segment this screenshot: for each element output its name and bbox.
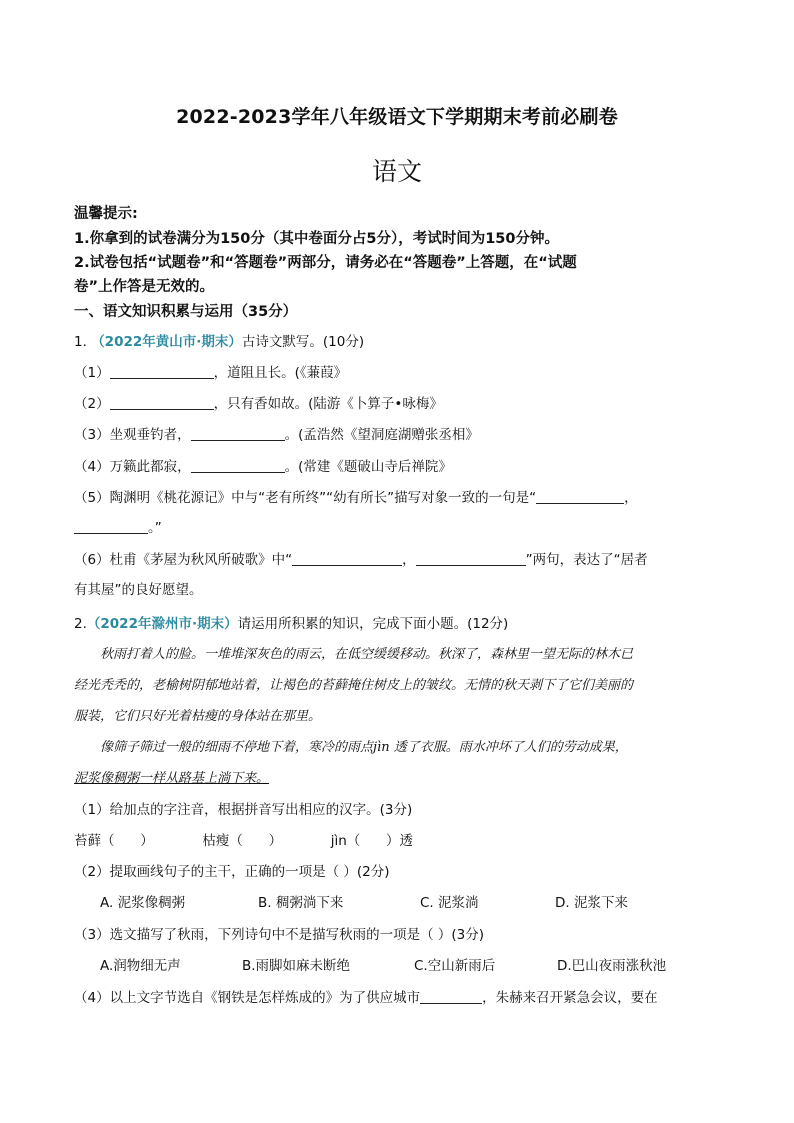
answer-blank[interactable] <box>110 395 214 410</box>
tips-heading: 温馨提示: <box>74 206 138 222</box>
answer-blank[interactable] <box>416 551 526 566</box>
question-source: （2022年黄山市·期末） <box>91 334 242 350</box>
answer-blank[interactable] <box>110 364 214 379</box>
tips-line-1: 1.你拿到的试卷满分为150分（其中卷面分占5分），考试时间为150分钟。 <box>74 231 559 247</box>
option[interactable]: B. 稠粥淌下来 <box>258 895 344 911</box>
answer-paren[interactable]: （ ） <box>101 833 154 849</box>
q1-item-6a: （6）杜甫《茅屋为秋风所破歌》中“ ， ”两句，表达了“居者 <box>74 552 648 568</box>
answer-blank[interactable] <box>74 519 148 534</box>
tips-line-2b: 卷”上作答是无效的。 <box>74 279 215 295</box>
option[interactable]: A.润物细无声 <box>100 958 181 974</box>
passage-line: 秋雨打着人的脸。一堆堆深灰色的雨云，在低空缓缓移动。秋深了，森林里一望无际的林木已 <box>100 647 634 662</box>
passage-line: 经光秃秃的，老榆树阴郁地站着，让褐色的苔藓掩住树皮上的皱纹。无情的秋天剥下了它们美丽的 <box>74 678 634 693</box>
tips-line-2a: 2.试卷包括“试题卷”和“答题卷”两部分，请务必在“答题卷”上答题，在“试题 <box>74 255 577 271</box>
option[interactable]: A. 泥浆像稠粥 <box>100 895 186 911</box>
page-title: 2022-2023学年八年级语文下学期期末考前必刷卷 <box>176 106 618 128</box>
question-prompt: 古诗文默写。(10分) <box>241 334 365 350</box>
option[interactable]: C. 泥浆淌 <box>420 895 479 911</box>
answer-blank[interactable] <box>420 989 482 1004</box>
question-prompt: 请运用所积累的知识，完成下面小题。(12分) <box>237 616 509 632</box>
passage-line: 服装，它们只好光着枯瘦的身体站在那里。 <box>74 709 322 724</box>
underlined-sentence: 泥浆像稠粥一样从路基上淌下来。 <box>74 771 270 786</box>
section-heading: 一、语文知识积累与运用（35分） <box>74 304 298 320</box>
q2-sub-4: （4）以上文字节选自《钢铁是怎样炼成的》为了供应城市 ，朱赫来召开紧急会议，要在 <box>74 990 658 1006</box>
passage-line: 像筛子筛过一般的细雨不停地下着，寒冷的雨点jìn 透了衣服。雨水冲坏了人们的劳动成果， <box>100 740 628 755</box>
question-2-header <box>74 612 508 632</box>
q1-item-6b: 有其屋”的良好愿望。 <box>74 582 203 598</box>
question-number: 1. <box>74 334 87 350</box>
subject-title: 语文 <box>371 157 422 186</box>
option[interactable]: D. 泥浆下来 <box>555 895 628 911</box>
q2-sub-1-prompt: （1）给加点的字注音，根据拼音写出相应的汉字。(3分) <box>74 802 413 818</box>
option[interactable]: D.巴山夜雨涨秋池 <box>557 958 667 974</box>
q1-item-3: （3）坐观垂钓者， 。(孟浩然《望洞庭湖赠张丞相》 <box>74 427 479 443</box>
answer-blank[interactable] <box>191 426 285 441</box>
answer-blank[interactable] <box>191 458 285 473</box>
q1-item-5b: 。” <box>74 516 162 536</box>
question-source: （2022年滁州市·期末） <box>86 616 238 632</box>
q1-item-1: （1） ，道阻且长。(《蒹葭》 <box>74 365 348 381</box>
q1-item-2: （2） ，只有香如故。(陆游《卜算子•咏梅》 <box>74 396 443 412</box>
q1-item-4: （4）万籁此都寂， 。(常建《题破山寺后禅院》 <box>74 459 452 475</box>
q2-sub-2-prompt: （2）提取画线句子的主干，正确的一项是（ ）(2分) <box>74 864 390 880</box>
option[interactable]: B.雨脚如麻未断绝 <box>242 958 351 974</box>
question-1-header <box>74 330 364 350</box>
option[interactable]: C.空山新雨后 <box>414 958 496 974</box>
question-number: 2. <box>74 616 87 632</box>
answer-paren[interactable]: （ ） <box>229 833 283 849</box>
q1-item-5a: （5）陶渊明《桃花源记》中与“老有所终”“幼有所长”描写对象一致的一句是“ ， <box>74 490 638 506</box>
answer-paren[interactable]: （ ） <box>346 833 400 849</box>
q2-sub-1-row: 苔藓（ ） 枯瘦（ ） jìn（ ）透 <box>74 833 413 849</box>
answer-blank[interactable] <box>536 489 624 504</box>
q2-sub-3-prompt: （3）选文描写了秋雨，下列诗句中不是描写秋雨的一项是（ ）(3分) <box>74 927 485 943</box>
answer-blank[interactable] <box>292 551 402 566</box>
